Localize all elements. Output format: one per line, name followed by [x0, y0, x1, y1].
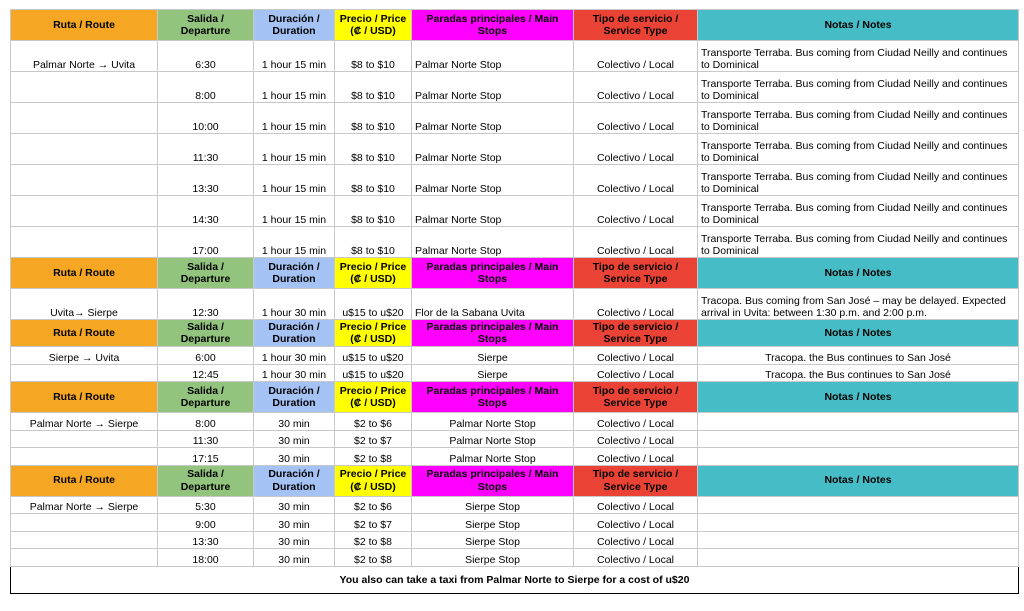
- notes-cell: [698, 496, 1019, 514]
- duration-cell: 30 min: [254, 531, 335, 549]
- table-row: [11, 72, 1019, 103]
- price-cell: $8 to $10: [335, 41, 412, 72]
- bus-schedule-sheet: [10, 9, 1018, 594]
- price-cell: $2 to $8: [335, 531, 412, 549]
- route-cell: [11, 72, 158, 103]
- header-route: Ruta / Route: [11, 10, 158, 41]
- duration-cell: 1 hour 15 min: [254, 134, 335, 165]
- duration-cell: 30 min: [254, 448, 335, 466]
- price-cell: $2 to $6: [335, 413, 412, 431]
- price-cell: $8 to $10: [335, 134, 412, 165]
- header-duration: Duración / Duration: [254, 320, 335, 347]
- notes-cell: [698, 514, 1019, 532]
- notes-cell: [698, 430, 1019, 448]
- route-cell: [11, 430, 158, 448]
- route-cell: Uvita→ Sierpe: [11, 289, 158, 320]
- header-departure: Salida / Departure: [158, 258, 254, 289]
- header-departure: Salida / Departure: [158, 320, 254, 347]
- departure-cell: 9:00: [158, 514, 254, 532]
- departure-cell: 12:45: [158, 364, 254, 382]
- price-cell: $2 to $6: [335, 496, 412, 514]
- notes-cell: Transporte Terraba. Bus coming from Ciudad Neilly and continues to Dominical: [698, 134, 1019, 165]
- schedule-body: [11, 10, 1019, 594]
- table-row: [11, 531, 1019, 549]
- route-cell: [11, 531, 158, 549]
- service-type-cell: Colectivo / Local: [574, 41, 698, 72]
- table-row: [11, 549, 1019, 567]
- main-stops-cell: Sierpe Stop: [412, 549, 574, 567]
- route-cell: [11, 165, 158, 196]
- table-row: [11, 103, 1019, 134]
- departure-cell: 11:30: [158, 134, 254, 165]
- main-stops-cell: Palmar Norte Stop: [412, 227, 574, 258]
- route-cell: [11, 103, 158, 134]
- price-cell: $8 to $10: [335, 72, 412, 103]
- service-type-cell: Colectivo / Local: [574, 227, 698, 258]
- table-row: [11, 364, 1019, 382]
- header-notes: Notas / Notes: [698, 465, 1019, 496]
- route-cell: [11, 549, 158, 567]
- route-cell: [11, 134, 158, 165]
- main-stops-cell: Sierpe Stop: [412, 531, 574, 549]
- header-price: Precio / Price (₡ / USD): [335, 465, 412, 496]
- price-cell: $2 to $7: [335, 514, 412, 532]
- duration-cell: 1 hour 30 min: [254, 364, 335, 382]
- header-route: Ruta / Route: [11, 320, 158, 347]
- header-service-type: Tipo de servicio / Service Type: [574, 258, 698, 289]
- header-main-stops: Paradas principales / Main Stops: [412, 10, 574, 41]
- header-route: Ruta / Route: [11, 465, 158, 496]
- notes-cell: [698, 549, 1019, 567]
- main-stops-cell: Sierpe: [412, 347, 574, 365]
- departure-cell: 13:30: [158, 165, 254, 196]
- route-cell: [11, 196, 158, 227]
- route-cell: [11, 227, 158, 258]
- departure-cell: 17:00: [158, 227, 254, 258]
- departure-cell: 6:30: [158, 41, 254, 72]
- header-price: Precio / Price (₡ / USD): [335, 258, 412, 289]
- notes-cell: Transporte Terraba. Bus coming from Ciudad Neilly and continues to Dominical: [698, 72, 1019, 103]
- price-cell: $8 to $10: [335, 227, 412, 258]
- header-main-stops: Paradas principales / Main Stops: [412, 382, 574, 413]
- main-stops-cell: Palmar Norte Stop: [412, 165, 574, 196]
- notes-cell: Transporte Terraba. Bus coming from Ciudad Neilly and continues to Dominical: [698, 227, 1019, 258]
- service-type-cell: Colectivo / Local: [574, 196, 698, 227]
- departure-cell: 6:00: [158, 347, 254, 365]
- service-type-cell: Colectivo / Local: [574, 347, 698, 365]
- duration-cell: 1 hour 15 min: [254, 196, 335, 227]
- departure-cell: 12:30: [158, 289, 254, 320]
- main-stops-cell: Flor de la Sabana Uvita: [412, 289, 574, 320]
- service-type-cell: Colectivo / Local: [574, 165, 698, 196]
- duration-cell: 1 hour 30 min: [254, 347, 335, 365]
- header-departure: Salida / Departure: [158, 382, 254, 413]
- notes-cell: Transporte Terraba. Bus coming from Ciudad Neilly and continues to Dominical: [698, 41, 1019, 72]
- header-notes: Notas / Notes: [698, 320, 1019, 347]
- main-stops-cell: Sierpe: [412, 364, 574, 382]
- departure-cell: 17:15: [158, 448, 254, 466]
- notes-cell: Transporte Terraba. Bus coming from Ciudad Neilly and continues to Dominical: [698, 196, 1019, 227]
- header-price: Precio / Price (₡ / USD): [335, 10, 412, 41]
- section-header-row: [11, 320, 1019, 347]
- route-cell: Palmar Norte → Sierpe: [11, 496, 158, 514]
- departure-cell: 8:00: [158, 413, 254, 431]
- notes-cell: Transporte Terraba. Bus coming from Ciudad Neilly and continues to Dominical: [698, 165, 1019, 196]
- header-route: Ruta / Route: [11, 382, 158, 413]
- main-stops-cell: Palmar Norte Stop: [412, 103, 574, 134]
- route-cell: Palmar Norte → Sierpe: [11, 413, 158, 431]
- duration-cell: 30 min: [254, 496, 335, 514]
- section-header-row: [11, 258, 1019, 289]
- table-row: [11, 448, 1019, 466]
- header-service-type: Tipo de servicio / Service Type: [574, 320, 698, 347]
- header-price: Precio / Price (₡ / USD): [335, 382, 412, 413]
- notes-cell: Tracopa. the Bus continues to San José: [698, 347, 1019, 365]
- departure-cell: 13:30: [158, 531, 254, 549]
- table-row: [11, 196, 1019, 227]
- price-cell: $8 to $10: [335, 165, 412, 196]
- price-cell: $8 to $10: [335, 103, 412, 134]
- service-type-cell: Colectivo / Local: [574, 514, 698, 532]
- header-service-type: Tipo de servicio / Service Type: [574, 10, 698, 41]
- duration-cell: 1 hour 30 min: [254, 289, 335, 320]
- notes-cell: [698, 531, 1019, 549]
- header-notes: Notas / Notes: [698, 382, 1019, 413]
- price-cell: u$15 to u$20: [335, 347, 412, 365]
- service-type-cell: Colectivo / Local: [574, 448, 698, 466]
- duration-cell: 30 min: [254, 430, 335, 448]
- table-row: [11, 413, 1019, 431]
- price-cell: $2 to $7: [335, 430, 412, 448]
- header-duration: Duración / Duration: [254, 382, 335, 413]
- main-stops-cell: Palmar Norte Stop: [412, 41, 574, 72]
- main-stops-cell: Palmar Norte Stop: [412, 430, 574, 448]
- taxi-note: You also can take a taxi from Palmar Norte to Sierpe for a cost of u$20: [11, 566, 1019, 593]
- duration-cell: 1 hour 15 min: [254, 165, 335, 196]
- route-cell: [11, 514, 158, 532]
- departure-cell: 8:00: [158, 72, 254, 103]
- table-row: [11, 514, 1019, 532]
- departure-cell: 10:00: [158, 103, 254, 134]
- route-cell: [11, 448, 158, 466]
- header-duration: Duración / Duration: [254, 258, 335, 289]
- price-cell: $2 to $8: [335, 448, 412, 466]
- main-stops-cell: Sierpe Stop: [412, 514, 574, 532]
- duration-cell: 1 hour 15 min: [254, 41, 335, 72]
- header-service-type: Tipo de servicio / Service Type: [574, 382, 698, 413]
- footer-row: [11, 566, 1019, 593]
- table-row: [11, 227, 1019, 258]
- departure-cell: 11:30: [158, 430, 254, 448]
- header-duration: Duración / Duration: [254, 10, 335, 41]
- table-row: [11, 165, 1019, 196]
- duration-cell: 1 hour 15 min: [254, 103, 335, 134]
- price-cell: $8 to $10: [335, 196, 412, 227]
- header-price: Precio / Price (₡ / USD): [335, 320, 412, 347]
- duration-cell: 30 min: [254, 549, 335, 567]
- price-cell: u$15 to u$20: [335, 364, 412, 382]
- table-row: [11, 289, 1019, 320]
- notes-cell: [698, 413, 1019, 431]
- notes-cell: [698, 448, 1019, 466]
- main-stops-cell: Palmar Norte Stop: [412, 196, 574, 227]
- service-type-cell: Colectivo / Local: [574, 531, 698, 549]
- table-row: [11, 41, 1019, 72]
- service-type-cell: Colectivo / Local: [574, 72, 698, 103]
- service-type-cell: Colectivo / Local: [574, 496, 698, 514]
- section-header-row: [11, 382, 1019, 413]
- price-cell: $2 to $8: [335, 549, 412, 567]
- duration-cell: 1 hour 15 min: [254, 227, 335, 258]
- duration-cell: 30 min: [254, 413, 335, 431]
- section-header-row: [11, 465, 1019, 496]
- header-main-stops: Paradas principales / Main Stops: [412, 465, 574, 496]
- service-type-cell: Colectivo / Local: [574, 430, 698, 448]
- service-type-cell: Colectivo / Local: [574, 364, 698, 382]
- header-duration: Duración / Duration: [254, 465, 335, 496]
- departure-cell: 5:30: [158, 496, 254, 514]
- service-type-cell: Colectivo / Local: [574, 549, 698, 567]
- header-notes: Notas / Notes: [698, 258, 1019, 289]
- departure-cell: 14:30: [158, 196, 254, 227]
- table-row: [11, 430, 1019, 448]
- main-stops-cell: Palmar Norte Stop: [412, 448, 574, 466]
- header-route: Ruta / Route: [11, 258, 158, 289]
- service-type-cell: Colectivo / Local: [574, 134, 698, 165]
- duration-cell: 1 hour 15 min: [254, 72, 335, 103]
- main-stops-cell: Palmar Norte Stop: [412, 413, 574, 431]
- service-type-cell: Colectivo / Local: [574, 413, 698, 431]
- table-row: [11, 347, 1019, 365]
- price-cell: u$15 to u$20: [335, 289, 412, 320]
- main-stops-cell: Palmar Norte Stop: [412, 134, 574, 165]
- notes-cell: Tracopa. the Bus continues to San José: [698, 364, 1019, 382]
- notes-cell: Tracopa. Bus coming from San José – may be delayed. Expected arrival in Uvita: between 1:30 p.m. and 2:00 p.m.: [698, 289, 1019, 320]
- header-service-type: Tipo de servicio / Service Type: [574, 465, 698, 496]
- header-main-stops: Paradas principales / Main Stops: [412, 258, 574, 289]
- table-row: [11, 496, 1019, 514]
- header-main-stops: Paradas principales / Main Stops: [412, 320, 574, 347]
- main-stops-cell: Sierpe Stop: [412, 496, 574, 514]
- schedule-table: [10, 9, 1019, 594]
- route-cell: Palmar Norte → Uvita: [11, 41, 158, 72]
- service-type-cell: Colectivo / Local: [574, 103, 698, 134]
- route-cell: Sierpe → Uvita: [11, 347, 158, 365]
- header-departure: Salida / Departure: [158, 465, 254, 496]
- route-cell: [11, 364, 158, 382]
- main-stops-cell: Palmar Norte Stop: [412, 72, 574, 103]
- header-notes: Notas / Notes: [698, 10, 1019, 41]
- table-row: [11, 134, 1019, 165]
- duration-cell: 30 min: [254, 514, 335, 532]
- header-departure: Salida / Departure: [158, 10, 254, 41]
- service-type-cell: Colectivo / Local: [574, 289, 698, 320]
- section-header-row: [11, 10, 1019, 41]
- notes-cell: Transporte Terraba. Bus coming from Ciudad Neilly and continues to Dominical: [698, 103, 1019, 134]
- departure-cell: 18:00: [158, 549, 254, 567]
